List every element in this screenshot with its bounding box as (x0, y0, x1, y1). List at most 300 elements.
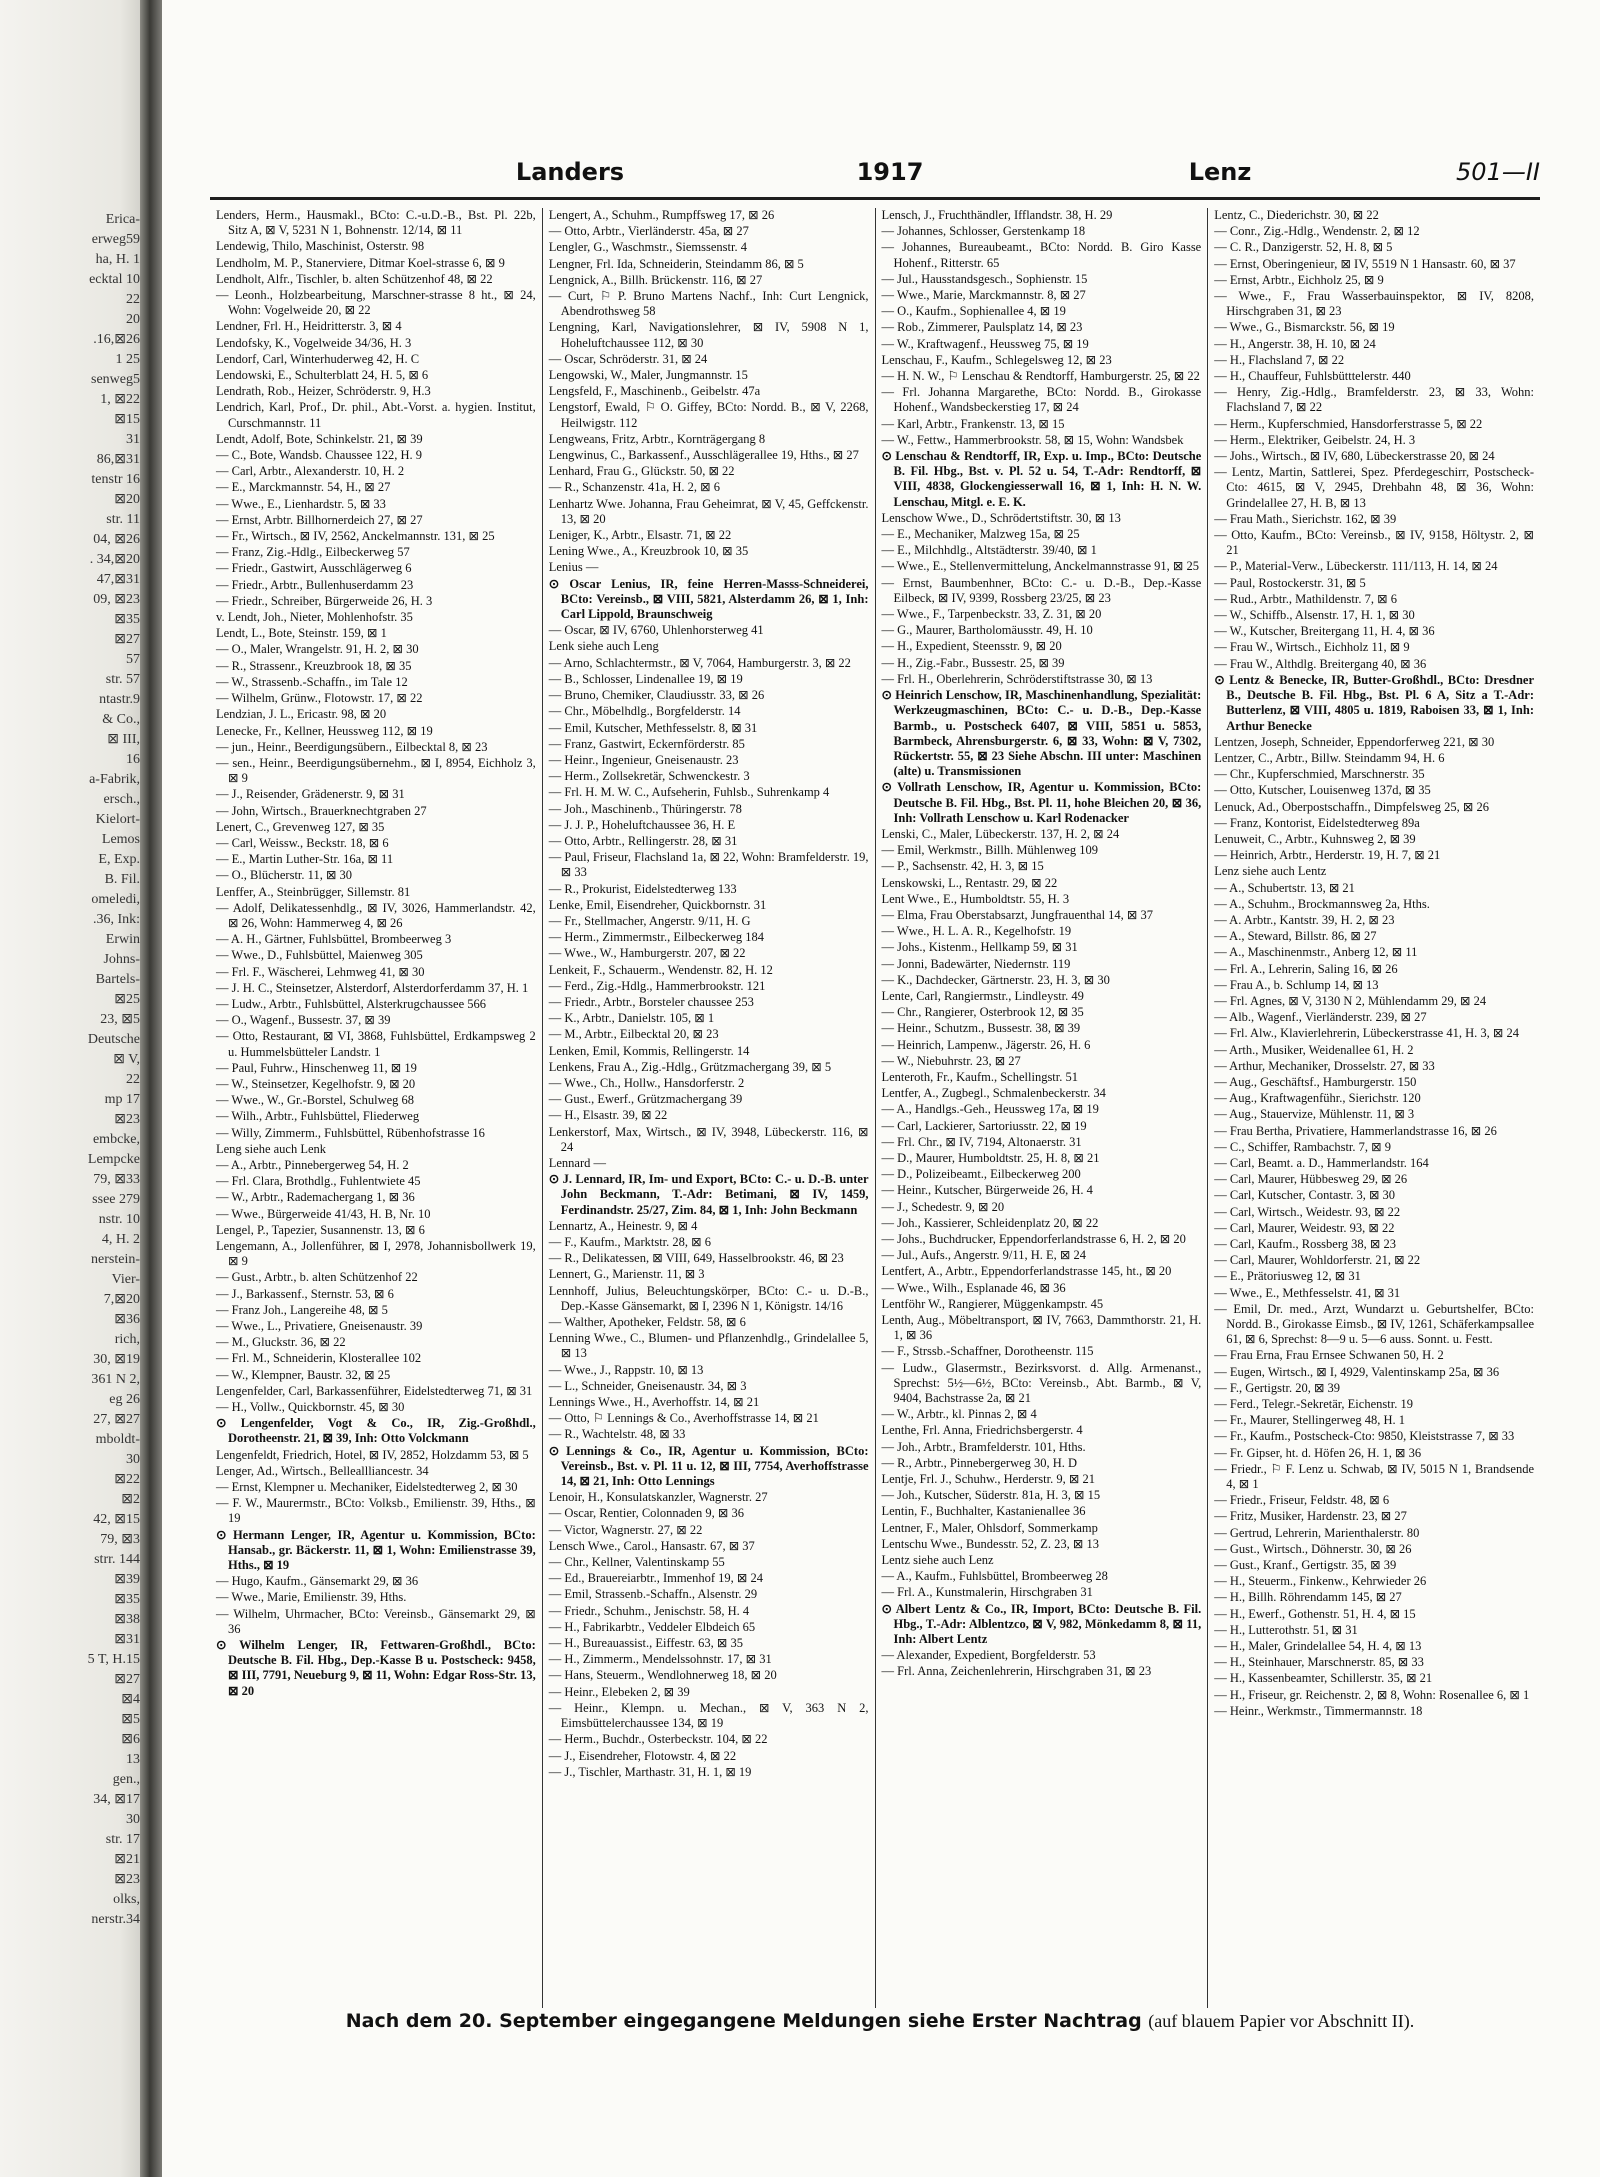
directory-entry: — Frau Bertha, Privatiere, Hammerlandstrasse 16, ⊠ 26 (1214, 1123, 1497, 1138)
directory-entry: — Wwe., E., Methfesselstr. 41, ⊠ 31 (1214, 1285, 1401, 1300)
directory-entry: — Heinr., Klempn. u. Mechan., ⊠ V, 363 N 2, Eimsbüttelerchaussee 134, ⊠ 19 (548, 1700, 869, 1731)
directory-entry: — Arno, Schlachtermstr., ⊠ V, 7064, Hamburgerstr. 3, ⊠ 22 (548, 655, 851, 670)
gutter-fragment: 16 (126, 752, 140, 767)
directory-entry: Lennert, G., Marienstr. 11, ⊠ 3 (548, 1267, 705, 1282)
directory-entry: Lendholm, M. P., Stanerviere, Ditmar Koel-strasse 6, ⊠ 9 (216, 255, 505, 270)
gutter-fragment: a-Fabrik, (89, 772, 140, 787)
directory-entry: — Ernst, Klempner u. Mechaniker, Eidelstedterweg 2, ⊠ 30 (216, 1480, 518, 1495)
gutter-fragment: 04, ⊠26 (93, 532, 140, 547)
directory-entry: ⊙ Hermann Lenger, IR, Agentur u. Kommission, BCto: Hansab., gr. Bäckerstr. 11, ⊠ 1, Wohn: Emilienstrasse 39, Hths., ⊠ 19 (216, 1527, 536, 1573)
directory-entry: — Wwe., W., Gr.-Borstel, Schulweg 68 (216, 1093, 415, 1108)
directory-entry: — W., Niebuhrstr. 23, ⊠ 27 (881, 1053, 1021, 1068)
directory-entry: — Wwe., Bürgerweide 41/43, H. B, Nr. 10 (216, 1206, 431, 1221)
directory-entry: — Walther, Apotheker, Feldstr. 58, ⊠ 6 (548, 1315, 746, 1330)
gutter-fragment: ⊠21 (114, 1852, 140, 1867)
directory-entry: — J., Eisendreher, Flotowstr. 4, ⊠ 22 (548, 1748, 737, 1763)
directory-entry: Lennings Wwe., H., Averhoffstr. 14, ⊠ 21 (548, 1395, 760, 1410)
directory-entry: — C., Bote, Wandsb. Chaussee 122, H. 9 (216, 448, 423, 463)
directory-entry: Lentin, F., Buchhalter, Kastanienallee 36 (881, 1504, 1086, 1519)
directory-entry: — Frau W., Althdlg. Breitergang 40, ⊠ 36 (1214, 656, 1427, 671)
directory-entry: — A., Schubertstr. 13, ⊠ 21 (1214, 880, 1355, 895)
gutter-fragment: ⊠35 (114, 1592, 140, 1607)
directory-entry: — O., Maler, Wrangelstr. 91, H. 2, ⊠ 30 (216, 642, 419, 657)
gutter-fragment: .16,⊠26 (93, 332, 140, 347)
header-last-name: Lenz (1188, 158, 1252, 186)
gutter-fragment: ⊠31 (114, 1632, 140, 1647)
directory-entry: Lenuck, Ad., Oberpostschaffn., Dimpfelsweg 25, ⊠ 26 (1214, 799, 1490, 814)
directory-entry: — Wwe., G., Bismarckstr. 56, ⊠ 19 (1214, 320, 1395, 335)
directory-entry: — Leonh., Holzbearbeitung, Marschner-strasse 8 ht., ⊠ 24, Wohn: Vogelweide 20, ⊠ 22 (216, 288, 536, 318)
directory-entry: — J. J. P., Hoheluftchaussee 36, H. E (548, 817, 736, 832)
directory-entry: Lenders, Herm., Hausmakl., BCto: C.-u.D.-B., Bst. Pl. 22b, Sitz A, ⊠ V, 5231 N 1, Bohnenstr. 12/14, ⊠ 11 (216, 208, 536, 238)
gutter-fragment: Lempcke (87, 1152, 140, 1167)
directory-entry: — Herm., Elektriker, Geibelstr. 24, H. 3 (1214, 432, 1416, 447)
directory-entry: — Heinr., Schutzm., Bussestr. 38, ⊠ 39 (881, 1021, 1081, 1036)
directory-entry: — Wwe., W., Hamburgerstr. 207, ⊠ 22 (548, 946, 746, 961)
directory-entry: — Otto, Arbtr., Vierländerstr. 45a, ⊠ 27 (548, 224, 749, 239)
gutter-fragment: 22 (126, 292, 140, 307)
directory-entry: — C., Schiffer, Rambachstr. 7, ⊠ 9 (1214, 1139, 1391, 1154)
gutter-fragment: Deutsche (87, 1032, 140, 1047)
directory-entry: Lenke, Emil, Eisendreher, Quickbornstr. 31 (548, 897, 767, 912)
gutter-fragment: 27, ⊠27 (93, 1412, 140, 1427)
directory-entry: — Gust., Kranf., Gertigstr. 35, ⊠ 39 (1214, 1558, 1397, 1573)
gutter-fragment: 7,⊠20 (103, 1292, 140, 1307)
directory-entry: — F., Kaufm., Marktstr. 28, ⊠ 6 (548, 1235, 711, 1249)
directory-entry: — Wwe., L., Privatiere, Gneisenaustr. 39 (216, 1319, 423, 1334)
directory-entry: — John, Wirtsch., Brauerknechtgraben 27 (216, 803, 427, 818)
directory-entry: — Joh., Arbtr., Bramfelderstr. 101, Hths. (881, 1439, 1086, 1454)
directory-entry: — K., Arbtr., Danielstr. 105, ⊠ 1 (548, 1011, 715, 1026)
directory-entry: — Carl, Maurer, Wohldorferstr. 21, ⊠ 22 (1214, 1253, 1421, 1268)
directory-entry: — Heinrich, Arbtr., Herderstr. 19, H. 7, ⊠ 21 (1214, 848, 1441, 863)
directory-entry: — H., Fabrikarbtr., Veddeler Elbdeich 65 (548, 1619, 756, 1634)
directory-entry: — Wwe., Marie, Marckmannstr. 8, ⊠ 27 (881, 288, 1086, 303)
directory-entry: — Fr., Stellmacher, Angerstr. 9/11, H. G (548, 913, 751, 928)
gutter-fragment: str. 57 (105, 672, 140, 687)
directory-entry: Lentfert, A., Arbtr., Eppendorferlandstrasse 145, ht., ⊠ 20 (881, 1264, 1172, 1279)
gutter-fragment: Vier- (111, 1272, 140, 1287)
directory-entry: — Chr., Kellner, Valentinskamp 55 (548, 1555, 725, 1570)
directory-entry: — Ferd., Telegr.-Sekretär, Eichenstr. 19 (1214, 1397, 1413, 1412)
previous-page-edge (0, 0, 150, 2177)
directory-entry: — Ernst, Arbtr. Billhornerdeich 27, ⊠ 27 (216, 512, 423, 527)
directory-entry: Lenk siehe auch Leng (548, 639, 659, 654)
directory-entry: — Carl, Maurer, Weidestr. 93, ⊠ 22 (1214, 1220, 1395, 1235)
directory-entry: — Herm., Zollsekretär, Schwenckestr. 3 (548, 769, 750, 784)
gutter-fragment: ⊠25 (114, 992, 140, 1007)
directory-entry: — Ernst, Oberingenieur, ⊠ IV, 5519 N 1 Hansastr. 60, ⊠ 37 (1214, 256, 1516, 271)
directory-entry: ⊙ Heinrich Lenschow, IR, Maschinenhandlung, Spezialität: Werkzeugmaschinen, BCto: C.- u. D.-B., Dep.-Kasse Barmb., u. Postscheck 6407, ⊠ VIII, 5851 u. 5853, Barmbeck, Ahrensburgerstr. 6, ⊠ 33, Wohn: ⊠ V, 7302, Rückertstr. 55, ⊠ 23 Siehe Abschn. III unter: Maschinen (alte) u. Transmissionen (881, 688, 1202, 779)
directory-entry: Lengowski, W., Maler, Jungmannstr. 15 (548, 368, 748, 383)
directory-entry: — Oscar, Schröderstr. 31, ⊠ 24 (548, 351, 708, 366)
directory-entry: ⊙ Lenschau & Rendtorff, IR, Exp. u. Imp., BCto: Deutsche B. Fil. Hbg., Bst. v. Pl. 52 u. 54, T.-Adr: Rendtorff, ⊠ VIII, 4838, Glockengiesserwall 16, ⊠ 1, Inh: H. N. W. Lenschau, Mitgl. e. E. K. (881, 449, 1202, 509)
directory-entry: — Arth., Musiker, Weidenallee 61, H. 2 (1214, 1042, 1414, 1057)
directory-entry: — Curt, ⚐ P. Bruno Martens Nachf., Inh: Curt Lengnick, Abendrothsweg 58 (548, 289, 869, 319)
directory-entry: — Ferd., Zig.-Hdlg., Hammerbrookstr. 121 (548, 978, 766, 993)
gutter-fragment: ssee 279 (92, 1192, 140, 1207)
directory-entry: — Frl. F., Wäscherei, Lehmweg 41, ⊠ 30 (216, 964, 425, 979)
gutter-fragment: eg 26 (109, 1392, 140, 1407)
directory-entry: — Fr., Wirtsch., ⊠ IV, 2562, Anckelmannstr. 131, ⊠ 25 (216, 529, 495, 544)
gutter-fragment: ⊠36 (114, 1312, 140, 1327)
gutter-fragment: 42, ⊠15 (93, 1512, 140, 1527)
directory-entry: — Wwe., Ch., Hollw., Hansdorferstr. 2 (548, 1075, 745, 1090)
directory-entry: Lening Wwe., A., Kreuzbrook 10, ⊠ 35 (548, 544, 749, 559)
directory-entry: ⊙ Albert Lentz & Co., IR, Import, BCto: Deutsche B. Fil. Hbg., T.-Adr: Alblentzco, ⊠ V, 982, Mönkedamm 8, ⊠ 11, Inh: Albert Lentz (881, 1601, 1202, 1647)
directory-entry: — Wwe., E., Lienhardstr. 5, ⊠ 33 (216, 496, 386, 511)
directory-entry: Lengenfeldt, Friedrich, Hotel, ⊠ IV, 2852, Holzdamm 53, ⊠ 5 (216, 1447, 529, 1462)
gutter-fragment: ⊠4 (121, 1692, 140, 1707)
gutter-fragment: rich, (114, 1332, 140, 1347)
directory-entry: — Lentz, Martin, Sattlerei, Spez. Pferdegeschirr, Postscheck-Cto: 4615, ⊠ V, 2945, Drehbahn 48, ⊠ 36, Wohn: Grindelallee 27, H. B, ⊠ 13 (1214, 465, 1534, 510)
gutter-fragment: ⊠35 (114, 612, 140, 627)
directory-entry: — H., Steuerm., Finkenw., Kehrwieder 26 (1214, 1574, 1427, 1589)
directory-entry: Lendrich, Karl, Prof., Dr. phil., Abt.-Vorst. a. hygien. Institut, Curschmannstr. 11 (216, 400, 536, 430)
directory-entry: — Wwe., F., Frau Wasserbauinspektor, ⊠ IV, 8208, Hirschgraben 31, ⊠ 23 (1214, 289, 1534, 319)
gutter-fragment: 57 (126, 652, 140, 667)
directory-entry: — Jul., Hausstandsgesch., Sophienstr. 15 (881, 271, 1088, 286)
directory-entry: — G., Maurer, Bartholomäusstr. 49, H. 10 (881, 623, 1093, 638)
directory-entry: — H., Steinhauer, Marschnerstr. 85, ⊠ 33 (1214, 1655, 1424, 1670)
directory-entry: Lendofsky, K., Vogelweide 34/36, H. 3 (216, 335, 412, 350)
directory-entry: — E., Prätoriusweg 12, ⊠ 31 (1214, 1269, 1361, 1284)
directory-entry: — R., Prokurist, Eidelstedterweg 133 (548, 881, 737, 896)
directory-entry: — Otto, Restaurant, ⊠ VI, 3868, Fuhlsbüttel, Erdkampsweg 2 u. Hummelsbütteler Landstr. 1 (216, 1029, 536, 1059)
directory-entry: — A., Steward, Billstr. 86, ⊠ 27 (1214, 929, 1377, 944)
directory-entry: — Friedr., Gastwirt, Ausschlägerweg 6 (216, 561, 412, 576)
gutter-fragment: Johns- (103, 952, 140, 967)
directory-entry: — Frau A., b. Schlump 14, ⊠ 13 (1214, 977, 1379, 992)
directory-entry: Lentzen, Joseph, Schneider, Eppendorferweg 221, ⊠ 30 (1214, 734, 1495, 749)
directory-entry: ⊙ Wilhelm Lenger, IR, Fettwaren-Großhdl., BCto: Deutsche B. Fil. Hbg., Dep.-Kasse B u. Postscheck: 9458, ⊠ III, 7791, Neueburg 9, ⊠ 11, Wohn: Edgar Ross-Str. 13, ⊠ 20 (216, 1638, 536, 1698)
directory-entry: — Ernst, Baumbenhner, BCto: C.- u. D.-B., Dep.-Kasse Eilbeck, ⊠ IV, 9399, Rossberg 23/25, ⊠ 23 (881, 575, 1202, 605)
gutter-fragment: ⊠22 (114, 1472, 140, 1487)
directory-entry: — Gust., Arbtr., b. alten Schützenhof 22 (216, 1270, 418, 1285)
directory-entry: Lengel, P., Tapezier, Susannenstr. 13, ⊠ 6 (216, 1222, 425, 1237)
gutter-fragment: 1, ⊠22 (100, 392, 140, 407)
directory-entry: — Frl. H., Oberlehrerin, Schröderstiftstrasse 30, ⊠ 13 (881, 671, 1153, 686)
directory-entry: — W., Kraftwagenf., Heussweg 75, ⊠ 19 (881, 336, 1089, 351)
directory-entry: — M., Arbtr., Eilbecktal 20, ⊠ 23 (548, 1027, 719, 1042)
directory-entry: — Rob., Zimmerer, Paulsplatz 14, ⊠ 23 (881, 320, 1083, 335)
directory-entry: Lengweans, Fritz, Arbtr., Kornträgergang 8 (548, 431, 766, 446)
gutter-fragment: ersch., (103, 792, 140, 807)
gutter-fragment: str. 11 (106, 512, 140, 527)
directory-entry: — Wilhelm, Uhrmacher, BCto: Vereinsb., Gänsemarkt 29, ⊠ 36 (216, 1606, 536, 1636)
directory-entry: — Friedr., Arbtr., Bullenhuserdamm 23 (216, 577, 414, 592)
gutter-fragment: ⊠23 (114, 1872, 140, 1887)
directory-entry: — J., Reisender, Grädenerstr. 9, ⊠ 31 (216, 787, 405, 802)
gutter-fragment: 22 (126, 1072, 140, 1087)
directory-entry: Lentzer, C., Arbtr., Billw. Steindamm 94, H. 6 (1214, 750, 1445, 765)
directory-entry: — Johs., Buchdrucker, Eppendorferlandstrasse 6, H. 2, ⊠ 20 (881, 1232, 1186, 1246)
gutter-fragment: mboldt- (95, 1432, 140, 1447)
directory-entry: — Franz Joh., Langereihe 48, ⊠ 5 (216, 1302, 388, 1317)
header-rule (210, 197, 1540, 200)
directory-entry: — F., Gertigstr. 20, ⊠ 39 (1214, 1380, 1341, 1395)
directory-entry: — R., Strassenr., Kreuzbrook 18, ⊠ 35 (216, 658, 412, 673)
directory-entry: Lenning Wwe., C., Blumen- und Pflanzenhdlg., Grindelallee 5, ⊠ 13 (548, 1331, 869, 1361)
directory-entry: — H., Friseur, gr. Reichenstr. 2, ⊠ 8, Wohn: Rosenallee 6, ⊠ 1 (1214, 1687, 1530, 1702)
gutter-fragment: B. Fil. (104, 872, 140, 887)
directory-entry: Lengner, Frl. Ida, Schneiderin, Steindamm 86, ⊠ 5 (548, 256, 804, 271)
directory-entry: — H. N. W., ⚐ Lenschau & Rendtorff, Hamburgerstr. 25, ⊠ 22 (881, 369, 1200, 384)
directory-entry: — F. W., Maurermstr., BCto: Volksb., Emilienstr. 39, Hths., ⊠ 19 (216, 1496, 536, 1526)
directory-entry: — Ludw., Glasermstr., Bezirksvorst. d. Allg. Armenanst., Sprechst: 5½—6½, BCto: Vereinsb., Abt. Barmb., ⊠ V, 9404, Bachstrasse 2a, ⊠ 21 (881, 1360, 1202, 1406)
directory-entry: — J., Tischler, Marthastr. 31, H. 1, ⊠ 19 (548, 1764, 752, 1779)
directory-entry: Lengwinus, C., Barkassenf., Ausschlägerallee 19, Hths., ⊠ 27 (548, 448, 859, 463)
gutter-fragment: ⊠2 (121, 1492, 140, 1507)
directory-entry: — Alb., Wagenf., Vierländerstr. 239, ⊠ 27 (1214, 1010, 1427, 1025)
directory-entry: — Frl. Alw., Klavierlehrerin, Lübeckerstrasse 41, H. 3, ⊠ 24 (1214, 1026, 1519, 1041)
gutter-fragment: Erica- (105, 212, 140, 227)
gutter-fragment: ⊠39 (114, 1572, 140, 1587)
directory-entry: — Wwe., D., Fuhlsbüttel, Maienweg 305 (216, 948, 423, 963)
gutter-fragment: nstr. 10 (98, 1212, 140, 1227)
directory-entry: Lentje, Frl. J., Schuhw., Herderstr. 9, ⊠ 21 (881, 1472, 1095, 1487)
directory-entry: Lengnick, A., Billh. Brückenstr. 116, ⊠ 27 (548, 272, 763, 287)
directory-entry: — R., Wachtelstr. 48, ⊠ 33 (548, 1427, 686, 1442)
directory-entry: — Wwe., E., Stellenvermittelung, Anckelmannstrasse 91, ⊠ 25 (881, 559, 1199, 574)
directory-entry: Lentschu Wwe., Bundesstr. 52, Z. 23, ⊠ 13 (881, 1536, 1100, 1551)
book-fold (140, 0, 162, 2177)
directory-entry: — W., Arbtr., kl. Pinnas 2, ⊠ 4 (881, 1407, 1037, 1422)
directory-entry: — Carl, Maurer, Hübbesweg 29, ⊠ 26 (1214, 1172, 1408, 1187)
directory-entry: — Franz, Gastwirt, Eckernförderstr. 85 (548, 736, 745, 751)
directory-entry: — Ludw., Arbtr., Fuhlsbüttel, Alsterkrugchaussee 566 (216, 996, 486, 1011)
directory-entry: Lenoir, H., Konsulatskanzler, Wagnerstr. 27 (548, 1490, 768, 1505)
directory-entry: — W., Strassenb.-Schaffn., im Tale 12 (216, 674, 408, 689)
directory-entry: Leng siehe auch Lenk (216, 1141, 327, 1156)
gutter-fragment: . 34,⊠20 (89, 552, 140, 567)
column-4 (1207, 208, 1540, 2008)
directory-entry: — Johannes, Schlosser, Gerstenkamp 18 (881, 224, 1086, 239)
directory-entry: — Joh., Kassierer, Schleidenplatz 20, ⊠ 22 (881, 1215, 1099, 1230)
directory-entry: Lenteroth, Fr., Kaufm., Schellingstr. 51 (881, 1069, 1079, 1084)
directory-entry: — Johs., Wirtsch., ⊠ IV, 680, Lübeckerstrasse 20, ⊠ 24 (1214, 449, 1495, 464)
directory-entry: — H., Zimmerm., Mendelssohnstr. 17, ⊠ 31 (548, 1652, 772, 1667)
gutter-fragment: ⊠ III, (107, 732, 140, 747)
gutter-fragment: 361 N 2, (91, 1372, 140, 1387)
gutter-fragment: ⊠15 (114, 412, 140, 427)
directory-entry: — Wwe., F., Tarpenbeckstr. 33, Z. 31, ⊠ 20 (881, 607, 1102, 622)
directory-entry: Lendt, L., Bote, Steinstr. 159, ⊠ 1 (216, 626, 387, 641)
directory-entry: Lendholt, Alfr., Tischler, b. alten Schützenhof 48, ⊠ 22 (216, 271, 493, 286)
directory-entry: — B., Schlosser, Lindenallee 19, ⊠ 19 (548, 671, 743, 686)
footer-main: Nach dem 20. September eingegangene Meldungen siehe Erster Nachtrag (345, 2010, 1142, 2032)
directory-entry: — H., Vollw., Quickbornstr. 45, ⊠ 30 (216, 1400, 405, 1415)
directory-entry: — J. H. C., Steinsetzer, Alsterdorf, Alsterdorferdamm 37, H. 1 (216, 980, 529, 995)
directory-entry: ⊙ Lengenfelder, Vogt & Co., IR, Zig.-Großhdl., Dorotheenstr. 21, ⊠ 39, Inh: Otto Volckmann (216, 1416, 536, 1446)
directory-entry: — Emil, Kutscher, Methfesselstr. 8, ⊠ 31 (548, 720, 758, 735)
directory-entry: — W., Arbtr., Rademachergang 1, ⊠ 36 (216, 1190, 415, 1205)
directory-entry: — J., Barkassenf., Sternstr. 53, ⊠ 6 (216, 1286, 394, 1301)
directory-entry: Lenuweit, C., Arbtr., Kuhnsweg 2, ⊠ 39 (1214, 831, 1416, 846)
directory-entry: — E., Marckmannstr. 54, H., ⊠ 27 (216, 480, 391, 495)
directory-entry: Lente, Carl, Rangiermstr., Lindleystr. 49 (881, 988, 1084, 1003)
gutter-fragment: 86,⊠31 (96, 452, 140, 467)
directory-entry: Lenius — (548, 560, 599, 575)
gutter-fragment: 13 (126, 1752, 140, 1767)
directory-entry: — D., Maurer, Humboldtstr. 25, H. 8, ⊠ 21 (881, 1150, 1100, 1165)
directory-entry: — Emil, Strassenb.-Schaffn., Alsenstr. 29 (548, 1587, 758, 1602)
directory-entry: Lenkeit, F., Schauerm., Wendenstr. 82, H. 12 (548, 962, 773, 977)
directory-entry: — Heinr., Ingenieur, Gneisenaustr. 23 (548, 752, 739, 767)
directory-entry: — Conr., Zig.-Hdlg., Wendenstr. 2, ⊠ 12 (1214, 224, 1420, 239)
directory-entry: — W., Kutscher, Breitergang 11, H. 4, ⊠ 36 (1214, 624, 1435, 639)
gutter-fragment: Erwin (105, 932, 140, 947)
gutter-fragment: omeledi, (91, 892, 140, 907)
directory-entry: — Wwe., Marie, Emilienstr. 39, Hths. (216, 1590, 407, 1605)
directory-entry: — K., Dachdecker, Gärtnerstr. 23, H. 3, ⊠ 30 (881, 972, 1110, 987)
directory-entry: — Gust., Wirtsch., Döhnerstr. 30, ⊠ 26 (1214, 1541, 1412, 1556)
gutter-fragment: ⊠20 (114, 492, 140, 507)
directory-entry: Lennhoff, Julius, Beleuchtungskörper, BCto: C.- u. D.-B., Dep.-Kasse Gänsemarkt, ⊠ I, 2396 N 1, Königstr. 14/16 (548, 1283, 869, 1313)
directory-entry: — Fr., Maurer, Stellingerweg 48, H. 1 (1214, 1413, 1406, 1428)
directory-entry: — Rud., Arbtr., Mathildenstr. 7, ⊠ 6 (1214, 591, 1397, 606)
directory-entry: — Johs., Kistenm., Hellkamp 59, ⊠ 31 (881, 940, 1078, 955)
directory-entry: Lenschow Wwe., D., Schrödertstiftstr. 30, ⊠ 13 (881, 510, 1121, 525)
directory-entry: — Carl, Lackierer, Sartoriusstr. 22, ⊠ 19 (881, 1118, 1087, 1133)
gutter-fragment: 4, H. 2 (101, 1232, 140, 1247)
directory-entry: — Gust., Ewerf., Grützmachergang 39 (548, 1092, 743, 1107)
directory-entry: — Joh., Kutscher, Süderstr. 81a, H. 3, ⊠ 15 (881, 1488, 1101, 1503)
directory-entry: — Hugo, Kaufm., Gänsemarkt 29, ⊠ 36 (216, 1574, 419, 1589)
directory-entry: — H., Flachsland 7, ⊠ 22 (1214, 352, 1345, 367)
directory-entry: — Karl, Arbtr., Frankenstr. 13, ⊠ 15 (881, 416, 1065, 431)
gutter-fragment: ⊠38 (114, 1612, 140, 1627)
gutter-fragment: 30 (126, 1812, 140, 1827)
directory-entry: — Chr., Möbelhdlg., Borgfelderstr. 14 (548, 704, 741, 719)
header-first-name: Landers (515, 158, 625, 186)
directory-entry: — Paul, Rostockerstr. 31, ⊠ 5 (1214, 575, 1366, 590)
directory-entry: Lendt, Adolf, Bote, Schinkelstr. 21, ⊠ 39 (216, 431, 423, 446)
directory-entry: — C. R., Danzigerstr. 52, H. 8, ⊠ 5 (1214, 240, 1393, 255)
directory-entry: Lendorf, Carl, Winterhuderweg 42, H. C (216, 351, 420, 366)
directory-entry: — O., Blücherstr. 11, ⊠ 30 (216, 868, 353, 883)
directory-entry: Lengning, Karl, Navigationslehrer, ⊠ IV, 5908 N 1, Hoheluftchaussee 112, ⊠ 30 (548, 320, 869, 350)
directory-entry: Lenthe, Frl. Anna, Friedrichsbergerstr. 4 (881, 1423, 1083, 1438)
directory-entry: — Chr., Rangierer, Osterbrook 12, ⊠ 35 (881, 1005, 1084, 1020)
directory-entry: — E., Milchhdlg., Altstädterstr. 39/40, ⊠ 1 (881, 543, 1097, 558)
footer-tail: (auf blauem Papier vor Abschnitt II). (1148, 2011, 1415, 2031)
directory-entry: — Franz, Zig.-Hdlg., Eilbeckerweg 57 (216, 545, 410, 560)
gutter-fragment: nerstein- (91, 1252, 140, 1267)
column-3 (875, 208, 1208, 2008)
directory-entry: — D., Polizeibeamt., Eilbeckerweg 200 (881, 1167, 1081, 1182)
directory-entry: Lengert, A., Schuhm., Rumpffsweg 17, ⊠ 26 (548, 208, 775, 222)
directory-entry: — Heinr., Elebeken 2, ⊠ 39 (548, 1684, 690, 1699)
directory-entry: Lengler, G., Waschmstr., Siemssenstr. 4 (548, 240, 747, 255)
directory-entry: — L., Schneider, Gneisenaustr. 34, ⊠ 3 (548, 1378, 747, 1393)
directory-entry: Lenhartz Wwe. Johanna, Frau Geheimrat, ⊠ V, 45, Geffckenstr. 13, ⊠ 20 (548, 496, 869, 526)
directory-entry: Lentfer, A., Zugbegl., Schmalenbeckerstr. 34 (881, 1086, 1106, 1101)
directory-entry: — Frau Erna, Frau Ernsee Schwanen 50, H. 2 (1214, 1348, 1444, 1363)
directory-entry: Lenskowski, L., Rentastr. 29, ⊠ 22 (881, 875, 1058, 890)
gutter-fragment: 47,⊠31 (96, 572, 140, 587)
gutter-fragment: 31 (126, 432, 140, 447)
directory-entry: — H., Ewerf., Gothenstr. 51, H. 4, ⊠ 15 (1214, 1606, 1416, 1621)
directory-entry: — H., Angerstr. 38, H. 10, ⊠ 24 (1214, 336, 1376, 351)
directory-entry: Lenken, Emil, Kommis, Rellingerstr. 14 (548, 1043, 750, 1058)
gutter-fragment: gen., (112, 1772, 140, 1787)
gutter-fragment: ⊠27 (114, 1672, 140, 1687)
directory-entry: — Frl. A., Lehrerin, Saling 16, ⊠ 26 (1214, 961, 1398, 976)
directory-entry: — Carl, Wirtsch., Weidestr. 93, ⊠ 22 (1214, 1204, 1401, 1219)
directory-page (170, 150, 1600, 2100)
directory-entry: ⊙ Lentz & Benecke, IR, Butter-Großhdl., BCto: Dresdner B., Deutsche B. Fil. Hbg., Bst. Pl. 6 A, Sitz a T.-Adr: Butterlenz, ⊠ VIII, 4805 u. 1819, Raboisen 33, ⊠ 1, Inh: Arthur Benecke (1214, 672, 1534, 733)
directory-entry: Lengemann, A., Jollenführer, ⊠ I, 2978, Johannisbollwerk 19, ⊠ 9 (216, 1239, 536, 1269)
directory-entry: — A., Handlgs.-Geh., Heussweg 17a, ⊠ 19 (881, 1102, 1099, 1117)
directory-entry: Lent Wwe., E., Humboldtstr. 55, H. 3 (881, 891, 1070, 906)
directory-entry: — Frl. M., Schneiderin, Klosterallee 102 (216, 1351, 422, 1366)
directory-entry: — Herm., Buchdr., Osterbeckstr. 104, ⊠ 22 (548, 1732, 768, 1747)
gutter-fragment: ecktal 10 (89, 272, 140, 287)
directory-entry: — Joh., Maschinenb., Thüringerstr. 78 (548, 801, 742, 816)
gutter-fragment: senweg5 (91, 372, 140, 387)
gutter-fragment: 09, ⊠23 (93, 592, 140, 607)
directory-entry: ⊙ Vollrath Lenschow, IR, Agentur u. Kommission, BCto: Deutsche B. Fil. Hbg., Bst. Pl. 11, hohe Bleichen 20, ⊠ 36, Inh: Vollrath Lenschow u. Karl Rodenacker (881, 780, 1202, 825)
directory-entry: Lenkens, Frau A., Zig.-Hdlg., Grützmachergang 39, ⊠ 5 (548, 1059, 832, 1074)
directory-entry: — W., Klempner, Baustr. 32, ⊠ 25 (216, 1367, 391, 1382)
gutter-fragment: & Co., (102, 712, 140, 727)
directory-entry: Lenski, C., Maler, Lübeckerstr. 137, H. 2, ⊠ 24 (881, 826, 1120, 841)
gutter-fragment: 79, ⊠3 (100, 1532, 140, 1547)
directory-entry: — Frl. A., Kunstmalerin, Hirschgraben 31 (881, 1585, 1093, 1600)
directory-entry: — H., Chauffeur, Fuhlsbütttelerstr. 440 (1214, 369, 1411, 384)
directory-entry: — A. Arbtr., Kantstr. 39, H. 2, ⊠ 23 (1214, 912, 1395, 927)
gutter-fragment: ⊠5 (121, 1712, 140, 1727)
directory-entry: — Heinr., Werkmstr., Timmermannstr. 18 (1214, 1703, 1423, 1718)
column-1 (210, 208, 542, 2008)
gutter-fragment: ntastr.9 (99, 692, 140, 707)
directory-entry: — Wilhelm, Grünw., Flotowstr. 17, ⊠ 22 (216, 691, 423, 706)
directory-entry: — Jonni, Badewärter, Niedernstr. 119 (881, 956, 1071, 971)
gutter-fragment: ⊠27 (114, 632, 140, 647)
directory-entry: — Ernst, Arbtr., Eichholz 25, ⊠ 9 (1214, 272, 1384, 287)
directory-entry: Lensch, J., Fruchthändler, Ifflandstr. 38, H. 29 (881, 208, 1113, 222)
directory-entry: — A., Maschinenmstr., Anberg 12, ⊠ 11 (1214, 945, 1418, 960)
directory-entry: Lentföhr W., Rangierer, Müggenkampstr. 45 (881, 1296, 1104, 1311)
directory-entry: — Aug., Geschäftsf., Hamburgerstr. 150 (1214, 1074, 1417, 1089)
directory-entry: — Fr., Kaufm., Postscheck-Cto: 9850, Kleiststrasse 7, ⊠ 33 (1214, 1429, 1515, 1444)
directory-entry: — Herm., Zimmermstr., Eilbeckerweg 184 (548, 930, 764, 945)
directory-entry: — Wwe., H. L. A. R., Kegelhofstr. 19 (881, 924, 1072, 939)
gutter-fragment: .36, Ink: (92, 912, 140, 927)
gutter-fragment: E, Exp. (98, 852, 140, 867)
entry-columns (210, 208, 1540, 2008)
directory-entry: v. Lendt, Joh., Nieter, Mohlenhofstr. 35 (216, 610, 413, 625)
directory-entry: Lentz siehe auch Lenz (881, 1553, 994, 1568)
directory-entry: — Gertrud, Lehrerin, Marienthalerstr. 80 (1214, 1525, 1420, 1540)
footer-note (230, 2010, 1530, 2032)
directory-entry: — Otto, Kutscher, Louisenweg 137d, ⊠ 35 (1214, 783, 1431, 798)
gutter-fragment: nerstr.34 (91, 1912, 140, 1927)
directory-entry: — Johannes, Bureaubeamt., BCto: Nordd. B. Giro Kasse Hohenf., Ritterstr. 65 (881, 240, 1202, 270)
directory-entry: ⊙ Oscar Lenius, IR, feine Herren-Masss-Schneiderei, BCto: Vereinsb., ⊠ VIII, 5821, Alsterdamm 26, ⊠ 1, Inh: Carl Lippold, Braunschweig (548, 576, 869, 622)
directory-entry: Lengstorf, Ewald, ⚐ O. Giffey, BCto: Nordd. B., ⊠ V, 2268, Heilwigstr. 112 (548, 400, 869, 430)
gutter-fragment: Bartels- (95, 972, 140, 987)
gutter-fragment: 5 T, H.15 (87, 1652, 140, 1667)
gutter-fragment: Lemos (101, 832, 140, 847)
gutter-fragment: ha, H. 1 (95, 252, 140, 267)
directory-entry: Lenert, C., Grevenweg 127, ⊠ 35 (216, 819, 385, 834)
page-header (210, 150, 1540, 196)
directory-entry: Lensch Wwe., Carol., Hansastr. 67, ⊠ 37 (548, 1538, 755, 1553)
directory-entry: — Aug., Kraftwagenführ., Sierichstr. 120 (1214, 1091, 1421, 1106)
directory-entry: — Paul, Fuhrw., Hinschenweg 11, ⊠ 19 (216, 1060, 417, 1075)
